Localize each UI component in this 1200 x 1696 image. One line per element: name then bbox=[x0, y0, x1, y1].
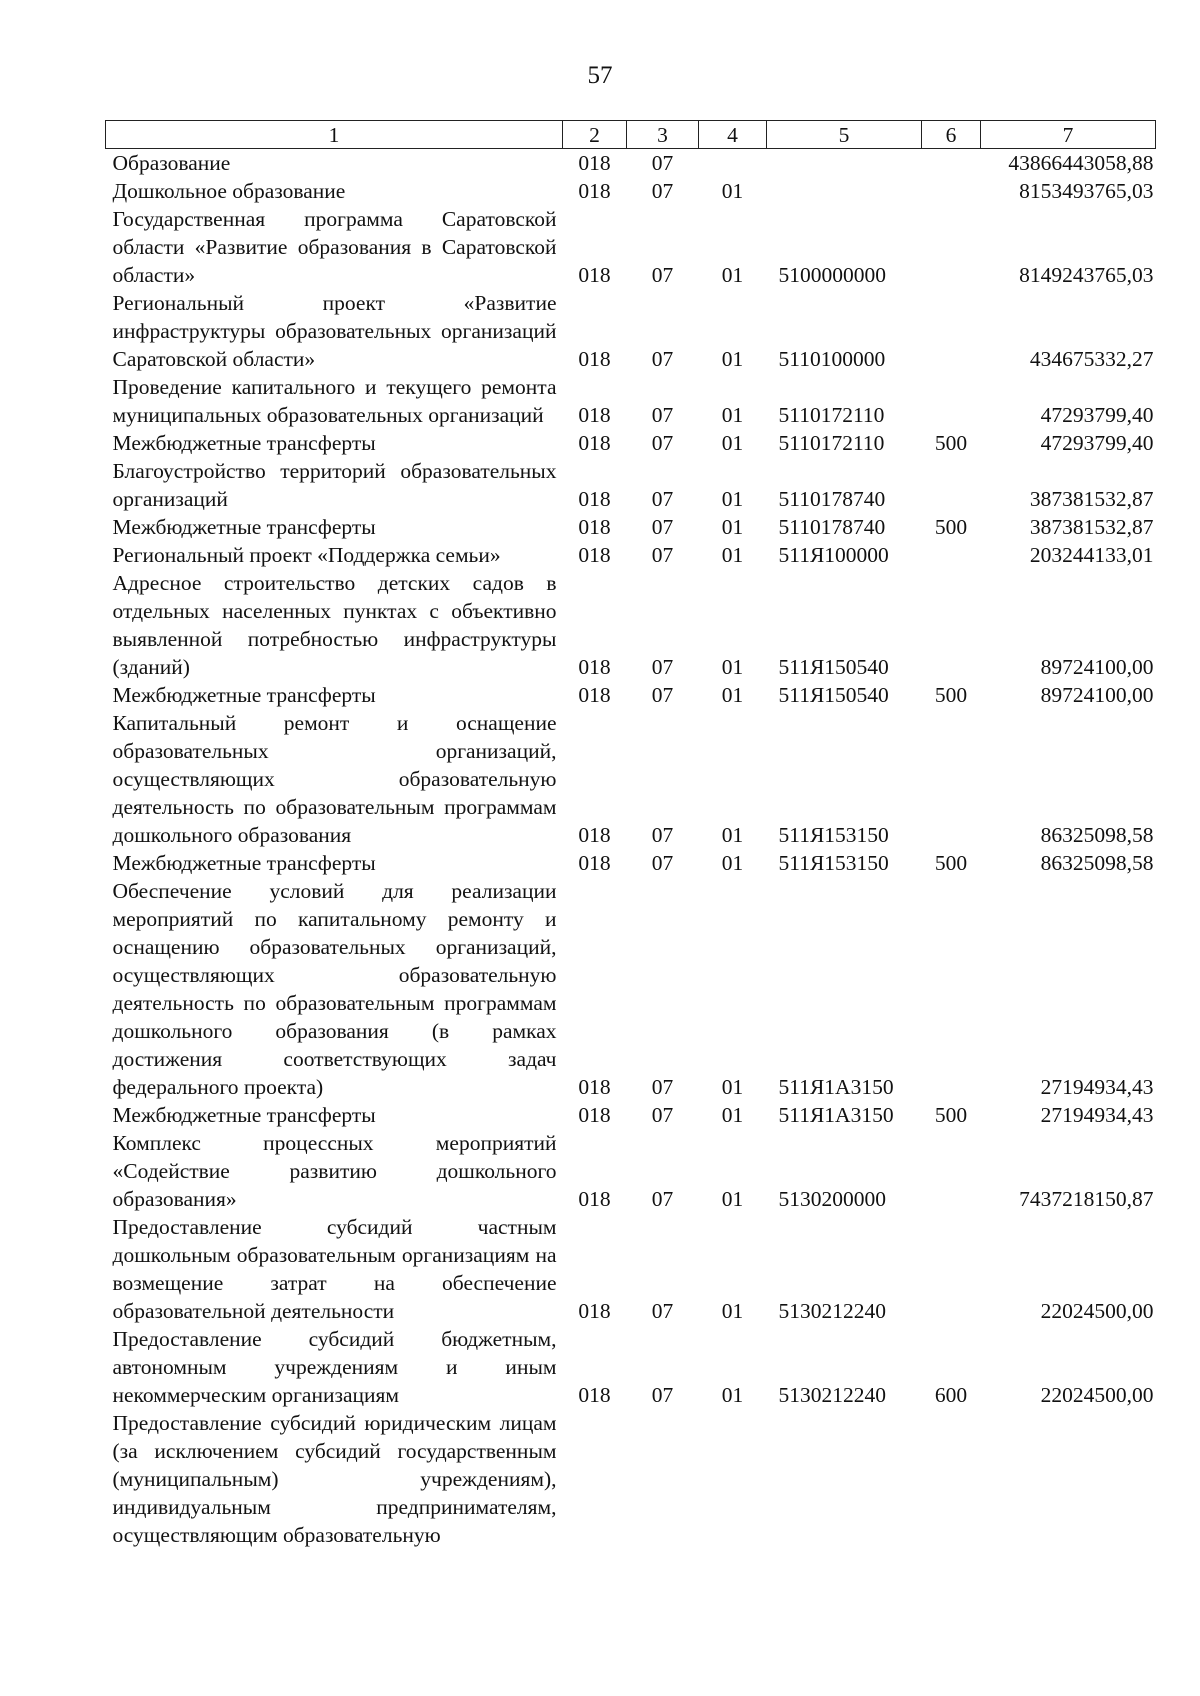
table-row bbox=[106, 177, 1156, 205]
subsection-code: 01 bbox=[721, 1187, 744, 1211]
table-row bbox=[106, 681, 1156, 709]
subsection-code: 01 bbox=[721, 851, 744, 875]
row-name: Благоустройство территорий образовательных организаций bbox=[112, 459, 557, 511]
subsection-code: 01 bbox=[721, 1383, 744, 1407]
expense-type bbox=[922, 1409, 981, 1549]
section-code: 07 bbox=[651, 1299, 674, 1323]
row-name: Капитальный ремонт и оснащение образовательных организаций, осуществляющих образовательную деятельность по образовательным программам дошкольного образования bbox=[112, 711, 557, 847]
target-article: 511Я1А3150 bbox=[778, 1103, 894, 1127]
section-code: 07 bbox=[651, 655, 674, 679]
table-row bbox=[106, 877, 1156, 1101]
table-row bbox=[106, 849, 1156, 877]
ministry-code: 018 bbox=[578, 823, 611, 847]
ministry-code: 018 bbox=[578, 1383, 611, 1407]
section-code: 07 bbox=[651, 1187, 674, 1211]
subsection-code: 01 bbox=[721, 403, 744, 427]
amount: 8153493765,03 bbox=[1019, 179, 1154, 203]
table-row bbox=[106, 1101, 1156, 1129]
expense-type bbox=[922, 205, 981, 289]
section-code: 07 bbox=[651, 431, 674, 455]
table-row bbox=[106, 569, 1156, 681]
expense-type: 500 bbox=[934, 515, 968, 539]
section-code: 07 bbox=[651, 347, 674, 371]
expense-type bbox=[922, 373, 981, 429]
table-row bbox=[106, 541, 1156, 569]
target-article: 511Я1А3150 bbox=[778, 1075, 894, 1099]
ministry-code: 018 bbox=[578, 403, 611, 427]
ministry-code: 018 bbox=[578, 1103, 611, 1127]
expense-type bbox=[922, 709, 981, 849]
amount: 22024500,00 bbox=[1040, 1299, 1154, 1323]
subsection-code bbox=[699, 1409, 767, 1549]
expense-type bbox=[922, 541, 981, 569]
ministry-code: 018 bbox=[578, 851, 611, 875]
expense-type bbox=[922, 289, 981, 373]
table-row bbox=[106, 1129, 1156, 1213]
row-name: Межбюджетные трансферты bbox=[112, 515, 376, 539]
row-name: Региональный проект «Развитие инфраструктуры образовательных организаций Саратовской области» bbox=[112, 291, 557, 371]
subsection-code: 01 bbox=[721, 179, 744, 203]
amount: 89724100,00 bbox=[1040, 655, 1154, 679]
row-name: Обеспечение условий для реализации мероприятий по капитальному ремонту и оснащению образовательных организаций, осуществляющих образовательную деятельность по образовательным программам дошкольного образования (в рамках достижения соответствующих задач федерального проекта) bbox=[112, 879, 557, 1099]
ministry-code: 018 bbox=[578, 263, 611, 287]
target-article: 511Я153150 bbox=[778, 823, 889, 847]
section-code: 07 bbox=[651, 487, 674, 511]
amount: 43866443058,88 bbox=[1008, 151, 1154, 175]
expense-type bbox=[922, 877, 981, 1101]
table-row bbox=[106, 1213, 1156, 1325]
amount: 47293799,40 bbox=[1040, 403, 1154, 427]
target-article: 511Я150540 bbox=[778, 655, 889, 679]
table-body bbox=[106, 149, 1156, 1550]
row-name: Межбюджетные трансферты bbox=[112, 683, 376, 707]
expense-type: 500 bbox=[934, 1103, 968, 1127]
target-article bbox=[767, 1409, 922, 1549]
target-article: 5110178740 bbox=[778, 515, 886, 539]
header-cell: 5 bbox=[767, 121, 922, 149]
amount: 86325098,58 bbox=[1040, 823, 1154, 847]
section-code: 07 bbox=[651, 263, 674, 287]
subsection-code: 01 bbox=[721, 1299, 744, 1323]
row-name: Предоставление субсидий частным дошкольным образовательным организациям на возмещение затрат на обеспечение образовательной деятельности bbox=[112, 1215, 557, 1323]
expense-type bbox=[922, 457, 981, 513]
target-article: 5110100000 bbox=[778, 347, 886, 371]
table-row bbox=[106, 205, 1156, 289]
table-header-row bbox=[106, 121, 1156, 149]
header-cell: 2 bbox=[563, 121, 627, 149]
target-article: 5130212240 bbox=[778, 1383, 886, 1407]
row-name: Проведение капитального и текущего ремонта муниципальных образовательных организаций bbox=[112, 375, 557, 427]
target-article: 5130212240 bbox=[778, 1299, 886, 1323]
section-code: 07 bbox=[651, 823, 674, 847]
ministry-code: 018 bbox=[578, 151, 611, 175]
table-row bbox=[106, 149, 1156, 178]
section-code: 07 bbox=[651, 403, 674, 427]
section-code: 07 bbox=[651, 179, 674, 203]
header-cell: 4 bbox=[699, 121, 767, 149]
subsection-code: 01 bbox=[721, 347, 744, 371]
table-row bbox=[106, 289, 1156, 373]
expense-type: 500 bbox=[934, 431, 968, 455]
table-row bbox=[106, 457, 1156, 513]
target-article: 511Я100000 bbox=[778, 543, 889, 567]
amount: 387381532,87 bbox=[1029, 515, 1154, 539]
ministry-code: 018 bbox=[578, 683, 611, 707]
section-code: 07 bbox=[651, 515, 674, 539]
target-article: 5100000000 bbox=[778, 263, 886, 287]
ministry-code bbox=[563, 1409, 627, 1549]
target-article: 511Я153150 bbox=[778, 851, 889, 875]
target-article: 511Я150540 bbox=[778, 683, 889, 707]
table-row bbox=[106, 709, 1156, 849]
section-code: 07 bbox=[651, 1383, 674, 1407]
subsection-code: 01 bbox=[721, 515, 744, 539]
row-name: Адресное строительство детских садов в отдельных населенных пунктах с объективно выявленной потребностью инфраструктуры (зданий) bbox=[112, 571, 557, 679]
section-code: 07 bbox=[651, 543, 674, 567]
budget-table bbox=[105, 120, 1156, 1549]
subsection-code: 01 bbox=[721, 655, 744, 679]
ministry-code: 018 bbox=[578, 1075, 611, 1099]
subsection-code: 01 bbox=[721, 1103, 744, 1127]
ministry-code: 018 bbox=[578, 655, 611, 679]
header-cell: 1 bbox=[106, 121, 563, 149]
subsection-code: 01 bbox=[721, 683, 744, 707]
table-row bbox=[106, 1409, 1156, 1549]
target-article: 5110172110 bbox=[778, 431, 885, 455]
row-name: Образование bbox=[112, 151, 231, 175]
ministry-code: 018 bbox=[578, 431, 611, 455]
table-row bbox=[106, 373, 1156, 429]
ministry-code: 018 bbox=[578, 347, 611, 371]
expense-type bbox=[922, 569, 981, 681]
subsection-code bbox=[699, 149, 767, 178]
row-name: Межбюджетные трансферты bbox=[112, 1103, 376, 1127]
table-row bbox=[106, 429, 1156, 457]
header-cell: 6 bbox=[922, 121, 981, 149]
target-article: 5130200000 bbox=[778, 1187, 886, 1211]
ministry-code: 018 bbox=[578, 179, 611, 203]
ministry-code: 018 bbox=[578, 1187, 611, 1211]
subsection-code: 01 bbox=[721, 487, 744, 511]
subsection-code: 01 bbox=[721, 263, 744, 287]
expense-type: 500 bbox=[934, 851, 968, 875]
row-name: Межбюджетные трансферты bbox=[112, 851, 376, 875]
ministry-code: 018 bbox=[578, 1299, 611, 1323]
section-code bbox=[627, 1409, 699, 1549]
expense-type bbox=[922, 1213, 981, 1325]
subsection-code: 01 bbox=[721, 431, 744, 455]
expense-type bbox=[922, 177, 981, 205]
ministry-code: 018 bbox=[578, 515, 611, 539]
amount: 27194934,43 bbox=[1040, 1075, 1154, 1099]
target-article: 5110172110 bbox=[778, 403, 885, 427]
section-code: 07 bbox=[651, 1103, 674, 1127]
amount: 434675332,27 bbox=[1029, 347, 1154, 371]
row-name: Предоставление субсидий юридическим лицам (за исключением субсидий государственным (муниципальным) учреждениям), индивидуальным предпринимателям, осуществляющим образовательную bbox=[112, 1411, 557, 1547]
table-row bbox=[106, 513, 1156, 541]
row-name: Межбюджетные трансферты bbox=[112, 431, 376, 455]
target-article: 5110178740 bbox=[778, 487, 886, 511]
row-name: Дошкольное образование bbox=[112, 179, 346, 203]
row-name: Предоставление субсидий бюджетным, автономным учреждениям и иным некоммерческим организациям bbox=[112, 1327, 557, 1407]
row-name: Региональный проект «Поддержка семьи» bbox=[112, 543, 501, 567]
amount: 22024500,00 bbox=[1040, 1383, 1154, 1407]
ministry-code: 018 bbox=[578, 543, 611, 567]
amount: 8149243765,03 bbox=[1019, 263, 1154, 287]
amount: 47293799,40 bbox=[1040, 431, 1154, 455]
header-cell: 7 bbox=[981, 121, 1156, 149]
ministry-code: 018 bbox=[578, 487, 611, 511]
section-code: 07 bbox=[651, 151, 674, 175]
page-number: 57 bbox=[587, 62, 613, 89]
table-row bbox=[106, 1325, 1156, 1409]
subsection-code: 01 bbox=[721, 543, 744, 567]
expense-type bbox=[922, 1129, 981, 1213]
section-code: 07 bbox=[651, 1075, 674, 1099]
amount: 7437218150,87 bbox=[1019, 1187, 1154, 1211]
header-cell: 3 bbox=[627, 121, 699, 149]
subsection-code: 01 bbox=[721, 1075, 744, 1099]
target-article bbox=[767, 149, 922, 178]
amount: 89724100,00 bbox=[1040, 683, 1154, 707]
amount bbox=[981, 1409, 1156, 1549]
row-name: Государственная программа Саратовской области «Развитие образования в Саратовской области» bbox=[112, 207, 557, 287]
expense-type: 500 bbox=[934, 683, 968, 707]
expense-type: 600 bbox=[934, 1383, 968, 1407]
section-code: 07 bbox=[651, 851, 674, 875]
amount: 203244133,01 bbox=[1029, 543, 1154, 567]
section-code: 07 bbox=[651, 683, 674, 707]
row-name: Комплекс процессных мероприятий «Содействие развитию дошкольного образования» bbox=[112, 1131, 557, 1211]
target-article bbox=[767, 177, 922, 205]
amount: 387381532,87 bbox=[1029, 487, 1154, 511]
expense-type bbox=[922, 149, 981, 178]
amount: 86325098,58 bbox=[1040, 851, 1154, 875]
subsection-code: 01 bbox=[721, 823, 744, 847]
amount: 27194934,43 bbox=[1040, 1103, 1154, 1127]
